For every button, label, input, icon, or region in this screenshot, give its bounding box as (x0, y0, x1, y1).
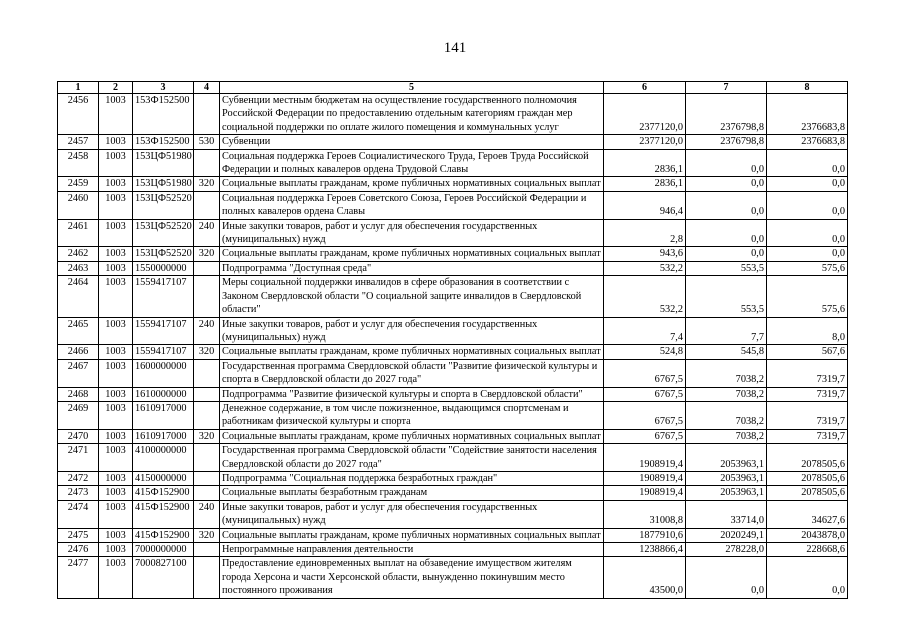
amount-2025-cell: 6767,5 (604, 429, 686, 443)
description-cell: Социальные выплаты гражданам, кроме публичных нормативных социальных выплат (220, 528, 604, 542)
row-number-cell: 2465 (58, 317, 99, 345)
amount-2025-cell: 2836,1 (604, 149, 686, 177)
amount-2025-cell: 1238866,4 (604, 543, 686, 557)
table-row (58, 247, 848, 261)
row-number-cell: 2457 (58, 135, 99, 149)
amount-2026-cell: 2376798,8 (686, 135, 767, 149)
amount-2025-cell: 1877910,6 (604, 528, 686, 542)
table-row (58, 486, 848, 500)
table-row (58, 429, 848, 443)
amount-2025-cell: 2836,1 (604, 177, 686, 191)
expense-type-cell (194, 471, 220, 485)
amount-2026-cell: 7,7 (686, 317, 767, 345)
amount-2027-cell: 7319,7 (767, 429, 848, 443)
row-number-cell: 2466 (58, 345, 99, 359)
amount-2027-cell: 2376683,8 (767, 94, 848, 135)
description-cell: Государственная программа Свердловской области "Развитие физической культуры и спорта в Свердловской области до 2027 года" (220, 359, 604, 387)
amount-2027-cell: 7319,7 (767, 387, 848, 401)
amount-2026-cell: 7038,2 (686, 359, 767, 387)
amount-2026-cell: 2020249,1 (686, 528, 767, 542)
table-row (58, 444, 848, 472)
table-row (58, 471, 848, 485)
description-cell: Социальные выплаты гражданам, кроме публичных нормативных социальных выплат (220, 177, 604, 191)
target-article-cell: 153ЦФ51980 (133, 177, 194, 191)
table-row (58, 191, 848, 219)
description-cell: Иные закупки товаров, работ и услуг для обеспечения государственных (муниципальных) нужд (220, 500, 604, 528)
row-number-cell: 2458 (58, 149, 99, 177)
target-article-cell: 153ЦФ52520 (133, 191, 194, 219)
section-code-cell: 1003 (99, 429, 133, 443)
section-code-cell: 1003 (99, 486, 133, 500)
amount-2026-cell: 2053963,1 (686, 486, 767, 500)
amount-2026-cell: 545,8 (686, 345, 767, 359)
expense-type-cell: 320 (194, 345, 220, 359)
target-article-cell: 1559417107 (133, 276, 194, 317)
description-cell: Иные закупки товаров, работ и услуг для обеспечения государственных (муниципальных) нужд (220, 219, 604, 247)
target-article-cell: 4100000000 (133, 444, 194, 472)
expense-type-cell (194, 261, 220, 275)
amount-2026-cell: 2053963,1 (686, 471, 767, 485)
expense-type-cell (194, 401, 220, 429)
row-number-cell: 2470 (58, 429, 99, 443)
amount-2026-cell: 553,5 (686, 276, 767, 317)
section-code-cell: 1003 (99, 191, 133, 219)
expense-type-cell (194, 444, 220, 472)
row-number-cell: 2477 (58, 557, 99, 598)
page-number: 141 (443, 40, 467, 56)
amount-2027-cell: 7319,7 (767, 401, 848, 429)
target-article-cell: 153Ф152500 (133, 94, 194, 135)
amount-2025-cell: 2,8 (604, 219, 686, 247)
row-number-cell: 2473 (58, 486, 99, 500)
target-article-cell: 7000000000 (133, 543, 194, 557)
expense-type-cell (194, 191, 220, 219)
target-article-cell: 1610000000 (133, 387, 194, 401)
section-code-cell: 1003 (99, 543, 133, 557)
amount-2025-cell: 31008,8 (604, 500, 686, 528)
row-number-cell: 2461 (58, 219, 99, 247)
target-article-cell: 153ЦФ51980 (133, 149, 194, 177)
amount-2027-cell: 2078505,6 (767, 444, 848, 472)
amount-2027-cell: 7319,7 (767, 359, 848, 387)
expense-type-cell (194, 543, 220, 557)
description-cell: Социальные выплаты гражданам, кроме публичных нормативных социальных выплат (220, 429, 604, 443)
row-number-cell: 2456 (58, 94, 99, 135)
description-cell: Подпрограмма "Социальная поддержка безработных граждан" (220, 471, 604, 485)
row-number-cell: 2469 (58, 401, 99, 429)
amount-2027-cell: 575,6 (767, 276, 848, 317)
amount-2026-cell: 553,5 (686, 261, 767, 275)
amount-2027-cell: 0,0 (767, 557, 848, 598)
expense-type-cell (194, 486, 220, 500)
table-row (58, 528, 848, 542)
section-code-cell: 1003 (99, 471, 133, 485)
table-body (58, 94, 848, 599)
target-article-cell: 1600000000 (133, 359, 194, 387)
section-code-cell: 1003 (99, 177, 133, 191)
amount-2026-cell: 0,0 (686, 149, 767, 177)
amount-2027-cell: 8,0 (767, 317, 848, 345)
amount-2025-cell: 532,2 (604, 261, 686, 275)
amount-2025-cell: 6767,5 (604, 387, 686, 401)
amount-2027-cell: 0,0 (767, 247, 848, 261)
amount-2027-cell: 2376683,8 (767, 135, 848, 149)
table-row (58, 317, 848, 345)
section-code-cell: 1003 (99, 135, 133, 149)
amount-2026-cell: 0,0 (686, 219, 767, 247)
table-row (58, 94, 848, 135)
section-code-cell: 1003 (99, 359, 133, 387)
amount-2025-cell: 946,4 (604, 191, 686, 219)
amount-2025-cell: 943,6 (604, 247, 686, 261)
row-number-cell: 2462 (58, 247, 99, 261)
target-article-cell: 1610917000 (133, 429, 194, 443)
description-cell: Государственная программа Свердловской области "Содействие занятости населения Свердловской области до 2027 года" (220, 444, 604, 472)
column-header: 5 (220, 82, 604, 94)
description-cell: Предоставление единовременных выплат на обзаведение имуществом жителям города Херсона и части Херсонской области, вынужденно покинувшим место постоянного проживания (220, 557, 604, 598)
amount-2027-cell: 0,0 (767, 219, 848, 247)
description-cell: Непрограммные направления деятельности (220, 543, 604, 557)
expense-type-cell (194, 387, 220, 401)
amount-2027-cell: 567,6 (767, 345, 848, 359)
description-cell: Социальные выплаты гражданам, кроме публичных нормативных социальных выплат (220, 247, 604, 261)
amount-2027-cell: 2043878,0 (767, 528, 848, 542)
amount-2026-cell: 0,0 (686, 247, 767, 261)
section-code-cell: 1003 (99, 528, 133, 542)
target-article-cell: 1550000000 (133, 261, 194, 275)
section-code-cell: 1003 (99, 401, 133, 429)
table-row (58, 401, 848, 429)
target-article-cell: 153Ф152500 (133, 135, 194, 149)
description-cell: Меры социальной поддержки инвалидов в сфере образования в соответствии с Законом Свердловской области "О социальной защите инвалидов в Свердловской области" (220, 276, 604, 317)
amount-2026-cell: 0,0 (686, 191, 767, 219)
expense-type-cell (194, 276, 220, 317)
expense-type-cell: 530 (194, 135, 220, 149)
column-header: 7 (686, 82, 767, 94)
table-row (58, 135, 848, 149)
row-number-cell: 2468 (58, 387, 99, 401)
target-article-cell: 1559417107 (133, 345, 194, 359)
amount-2027-cell: 0,0 (767, 191, 848, 219)
amount-2025-cell: 6767,5 (604, 401, 686, 429)
row-number-cell: 2476 (58, 543, 99, 557)
amount-2026-cell: 2053963,1 (686, 444, 767, 472)
description-cell: Иные закупки товаров, работ и услуг для обеспечения государственных (муниципальных) нужд (220, 317, 604, 345)
amount-2027-cell: 2078505,6 (767, 486, 848, 500)
section-code-cell: 1003 (99, 276, 133, 317)
amount-2026-cell: 7038,2 (686, 401, 767, 429)
target-article-cell: 415Ф152900 (133, 500, 194, 528)
row-number-cell: 2464 (58, 276, 99, 317)
target-article-cell: 1559417107 (133, 317, 194, 345)
section-code-cell: 1003 (99, 557, 133, 598)
section-code-cell: 1003 (99, 387, 133, 401)
expense-type-cell: 320 (194, 247, 220, 261)
amount-2027-cell: 228668,6 (767, 543, 848, 557)
section-code-cell: 1003 (99, 94, 133, 135)
column-header: 1 (58, 82, 99, 94)
expense-type-cell: 240 (194, 219, 220, 247)
amount-2027-cell: 34627,6 (767, 500, 848, 528)
amount-2026-cell: 7038,2 (686, 387, 767, 401)
amount-2027-cell: 0,0 (767, 177, 848, 191)
section-code-cell: 1003 (99, 219, 133, 247)
row-number-cell: 2459 (58, 177, 99, 191)
amount-2025-cell: 532,2 (604, 276, 686, 317)
row-number-cell: 2463 (58, 261, 99, 275)
section-code-cell: 1003 (99, 444, 133, 472)
section-code-cell: 1003 (99, 317, 133, 345)
table-header-row (58, 82, 848, 94)
description-cell: Подпрограмма "Развитие физической культуры и спорта в Свердловской области" (220, 387, 604, 401)
target-article-cell: 1610917000 (133, 401, 194, 429)
description-cell: Субвенции местным бюджетам на осуществление государственного полномочия Российской Федерации по предоставлению отдельным категориям граждан мер социальной поддержки по оплате жилого помещения и коммунальных услуг (220, 94, 604, 135)
amount-2026-cell: 33714,0 (686, 500, 767, 528)
amount-2025-cell: 2377120,0 (604, 94, 686, 135)
target-article-cell: 415Ф152900 (133, 528, 194, 542)
amount-2027-cell: 0,0 (767, 149, 848, 177)
row-number-cell: 2460 (58, 191, 99, 219)
table-row (58, 543, 848, 557)
amount-2026-cell: 2376798,8 (686, 94, 767, 135)
description-cell: Социальные выплаты безработным гражданам (220, 486, 604, 500)
amount-2025-cell: 1908919,4 (604, 471, 686, 485)
description-cell: Денежное содержание, в том числе пожизненное, выдающимся спортсменам и работникам физической культуры и спорта (220, 401, 604, 429)
amount-2026-cell: 0,0 (686, 177, 767, 191)
amount-2025-cell: 43500,0 (604, 557, 686, 598)
expense-type-cell: 320 (194, 429, 220, 443)
target-article-cell: 415Ф152900 (133, 486, 194, 500)
amount-2025-cell: 524,8 (604, 345, 686, 359)
column-header: 3 (133, 82, 194, 94)
table-row (58, 276, 848, 317)
table-row (58, 500, 848, 528)
amount-2026-cell: 278228,0 (686, 543, 767, 557)
row-number-cell: 2474 (58, 500, 99, 528)
amount-2025-cell: 1908919,4 (604, 444, 686, 472)
amount-2025-cell: 7,4 (604, 317, 686, 345)
amount-2025-cell: 1908919,4 (604, 486, 686, 500)
table-row (58, 557, 848, 598)
row-number-cell: 2467 (58, 359, 99, 387)
section-code-cell: 1003 (99, 500, 133, 528)
table-row (58, 177, 848, 191)
column-header: 4 (194, 82, 220, 94)
amount-2025-cell: 2377120,0 (604, 135, 686, 149)
section-code-cell: 1003 (99, 345, 133, 359)
table-row (58, 149, 848, 177)
expense-type-cell: 240 (194, 317, 220, 345)
amount-2026-cell: 0,0 (686, 557, 767, 598)
table-row (58, 219, 848, 247)
description-cell: Социальная поддержка Героев Советского Союза, Героев Российской Федерации и полных кавалеров ордена Славы (220, 191, 604, 219)
amount-2026-cell: 7038,2 (686, 429, 767, 443)
section-code-cell: 1003 (99, 261, 133, 275)
expense-type-cell (194, 149, 220, 177)
target-article-cell: 4150000000 (133, 471, 194, 485)
amount-2027-cell: 575,6 (767, 261, 848, 275)
table-row (58, 387, 848, 401)
column-header: 2 (99, 82, 133, 94)
section-code-cell: 1003 (99, 247, 133, 261)
column-header: 8 (767, 82, 848, 94)
target-article-cell: 153ЦФ52520 (133, 219, 194, 247)
budget-table (57, 81, 848, 599)
expense-type-cell (194, 359, 220, 387)
column-header: 6 (604, 82, 686, 94)
table-row (58, 359, 848, 387)
description-cell: Подпрограмма "Доступная среда" (220, 261, 604, 275)
description-cell: Социальная поддержка Героев Социалистического Труда, Героев Труда Российской Федерации и полных кавалеров ордена Трудовой Славы (220, 149, 604, 177)
row-number-cell: 2475 (58, 528, 99, 542)
expense-type-cell (194, 557, 220, 598)
row-number-cell: 2472 (58, 471, 99, 485)
section-code-cell: 1003 (99, 149, 133, 177)
amount-2025-cell: 6767,5 (604, 359, 686, 387)
amount-2027-cell: 2078505,6 (767, 471, 848, 485)
description-cell: Субвенции (220, 135, 604, 149)
table-row (58, 345, 848, 359)
target-article-cell: 7000827100 (133, 557, 194, 598)
description-cell: Социальные выплаты гражданам, кроме публичных нормативных социальных выплат (220, 345, 604, 359)
expense-type-cell (194, 94, 220, 135)
expense-type-cell: 240 (194, 500, 220, 528)
expense-type-cell: 320 (194, 528, 220, 542)
target-article-cell: 153ЦФ52520 (133, 247, 194, 261)
row-number-cell: 2471 (58, 444, 99, 472)
expense-type-cell: 320 (194, 177, 220, 191)
table-row (58, 261, 848, 275)
